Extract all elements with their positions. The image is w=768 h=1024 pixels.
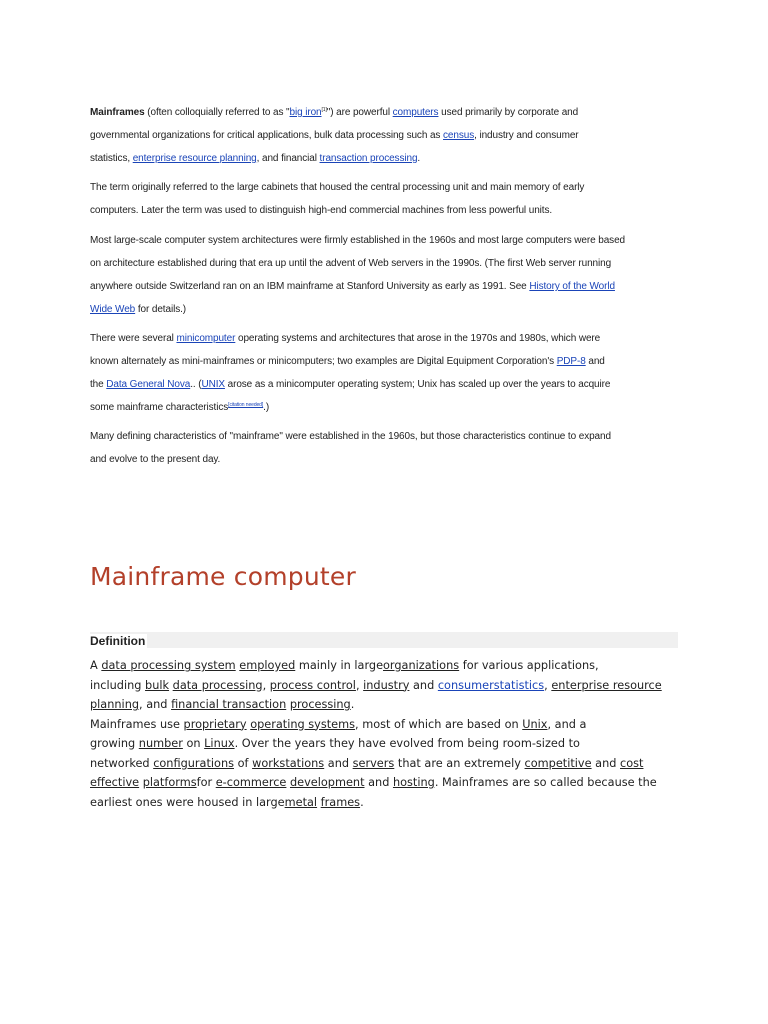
link-cost[interactable]: cost	[620, 756, 644, 770]
definition-bar	[90, 632, 678, 648]
text: the	[90, 379, 107, 390]
text: anywhere outside Switzerland ran on an IBM mainframe at Stanford University as early as 1991. See	[90, 281, 530, 292]
link-unix-def[interactable]: Unix	[522, 717, 548, 731]
link-enterprise-resource[interactable]: enterprise resource	[551, 678, 662, 692]
paragraph-line	[90, 350, 680, 373]
link-linux[interactable]: Linux	[204, 737, 235, 750]
footnote-ref[interactable]: [1]	[321, 107, 327, 113]
paragraph-line	[90, 373, 680, 396]
paragraph-line	[90, 396, 680, 419]
text: governmental organizations for critical applications, bulk data processing such as	[90, 130, 444, 141]
paragraph-line	[90, 327, 680, 350]
text: (often colloquially referred to as "	[144, 107, 290, 118]
paragraph-line: and evolve to the present day.	[90, 454, 221, 465]
text: known alternately as mini-mainframes or minicomputers; two examples are Digital Equipment Corporation's	[90, 356, 557, 367]
link-industry[interactable]: industry	[363, 678, 410, 692]
paragraph-line: Many defining characteristics of "mainframe" were established in the 1960s, but those characteristics continue to expand	[90, 431, 611, 442]
paragraph-line	[90, 275, 680, 298]
link-computers[interactable]: computers	[392, 107, 439, 118]
link-unix[interactable]: UNIX	[201, 379, 225, 390]
link-process-control[interactable]: process control	[269, 678, 356, 692]
paragraph-line: on architecture established during that era up until the advent of Web servers in the 1990s. (The first Web server running	[90, 258, 612, 269]
link-enterprise-resource-planning[interactable]: enterprise resource planning	[132, 153, 257, 164]
text: .	[417, 153, 421, 164]
link-processing[interactable]: processing	[289, 698, 351, 711]
link-proprietary[interactable]: proprietary	[183, 717, 247, 731]
text: arose as a minicomputer operating system; Unix has scaled up over the years to acquire	[224, 379, 611, 390]
citation-needed-link[interactable]	[228, 402, 263, 408]
definition-label: Definition	[90, 634, 146, 648]
link-competitive[interactable]: competitive	[524, 756, 592, 770]
text: for details.)	[135, 304, 186, 315]
term-bold: Mainframes	[90, 107, 145, 118]
text: statistics,	[90, 153, 133, 164]
paragraph-line: Most large-scale computer system architectures were firmly established in the 1960s and most large computers were based	[90, 235, 626, 246]
link-data-processing[interactable]: data processing	[172, 678, 263, 692]
link-employed[interactable]: employed	[239, 659, 296, 672]
link-effective[interactable]: effective	[90, 776, 140, 789]
text: , industry and consumer	[474, 130, 579, 141]
link-transaction-processing[interactable]: transaction processing	[319, 153, 418, 164]
text: .)	[263, 402, 270, 413]
link-bulk[interactable]: bulk	[145, 678, 170, 692]
history-paragraph	[90, 176, 680, 222]
link-e-commerce[interactable]: e-commerce	[215, 776, 287, 789]
link-census[interactable]: census	[443, 130, 475, 141]
link-pdp-8[interactable]: PDP-8	[556, 356, 586, 367]
link-history-www-part2[interactable]: Wide Web	[90, 304, 136, 315]
paragraph-line	[90, 101, 680, 124]
paragraph-line: computers. Later the term was used to distinguish high-end commercial machines from less powerful units.	[90, 205, 553, 216]
link-history-www-part1[interactable]: History of the World	[529, 281, 615, 292]
intro-paragraph	[90, 101, 680, 170]
text: operating systems and architectures that arose in the 1970s and 1980s, which were	[235, 333, 601, 344]
link-workstations[interactable]: workstations	[252, 756, 325, 770]
section-heading: Mainframe computer	[90, 562, 356, 591]
link-hosting[interactable]: hosting	[392, 776, 435, 789]
link-data-general-nova[interactable]: Data General Nova	[106, 379, 191, 390]
paragraph-line	[90, 147, 680, 170]
link-configurations[interactable]: configurations	[153, 756, 235, 770]
link-big-iron[interactable]: big iron	[289, 107, 322, 118]
link-platforms[interactable]: platforms	[142, 776, 197, 789]
link-operating-systems[interactable]: operating systems	[250, 717, 356, 731]
link-financial-transaction[interactable]: financial transaction	[171, 698, 287, 711]
link-planning[interactable]: planning	[90, 698, 140, 711]
paragraph-line: The term originally referred to the large cabinets that housed the central processing unit and main memory of early	[90, 182, 585, 193]
link-minicomputer[interactable]: minicomputer	[176, 333, 236, 344]
link-consumerstatistics[interactable]: consumerstatistics	[437, 678, 545, 692]
characteristics-paragraph	[90, 425, 680, 471]
link-metal[interactable]: metal	[284, 795, 318, 809]
minicomputer-paragraph	[90, 327, 680, 419]
text: used primarily by corporate and	[438, 107, 579, 118]
link-data-processing-system[interactable]: data processing system	[101, 659, 236, 672]
link-frames[interactable]: frames	[320, 795, 361, 809]
citation-needed-text[interactable]: [citation needed]	[228, 402, 264, 408]
text: .. (	[190, 379, 202, 390]
link-organizations[interactable]: organizations	[383, 659, 460, 672]
text: and	[585, 356, 605, 367]
link-servers[interactable]: servers	[352, 756, 395, 770]
paragraph-line	[90, 124, 680, 147]
text: some mainframe characteristics	[90, 402, 229, 413]
link-development[interactable]: development	[289, 776, 365, 789]
text: There were several	[90, 333, 177, 344]
paragraph-line	[90, 298, 680, 321]
text: , and financial	[256, 153, 320, 164]
text: ") are powerful	[326, 107, 393, 118]
definition-text: A data processing system employed mainly in largeorganizations for various applications, including bulk data processing, process control, industry and consumerstatistics, enterprise resource planning, and financial transaction processing. Mainframes use proprietary operating systems, most of which are based on Unix, and a growing number on Linux. Over the years they have evolved from being room-sized to networked configurations of workstations and servers that are an extremely competitive and cost effective platformsfor e-commerce development and hosting. Mainframes are so called because the earliest ones were housed in largemetal frames.	[90, 659, 662, 809]
link-number[interactable]: number	[138, 737, 183, 750]
architecture-paragraph	[90, 229, 680, 321]
